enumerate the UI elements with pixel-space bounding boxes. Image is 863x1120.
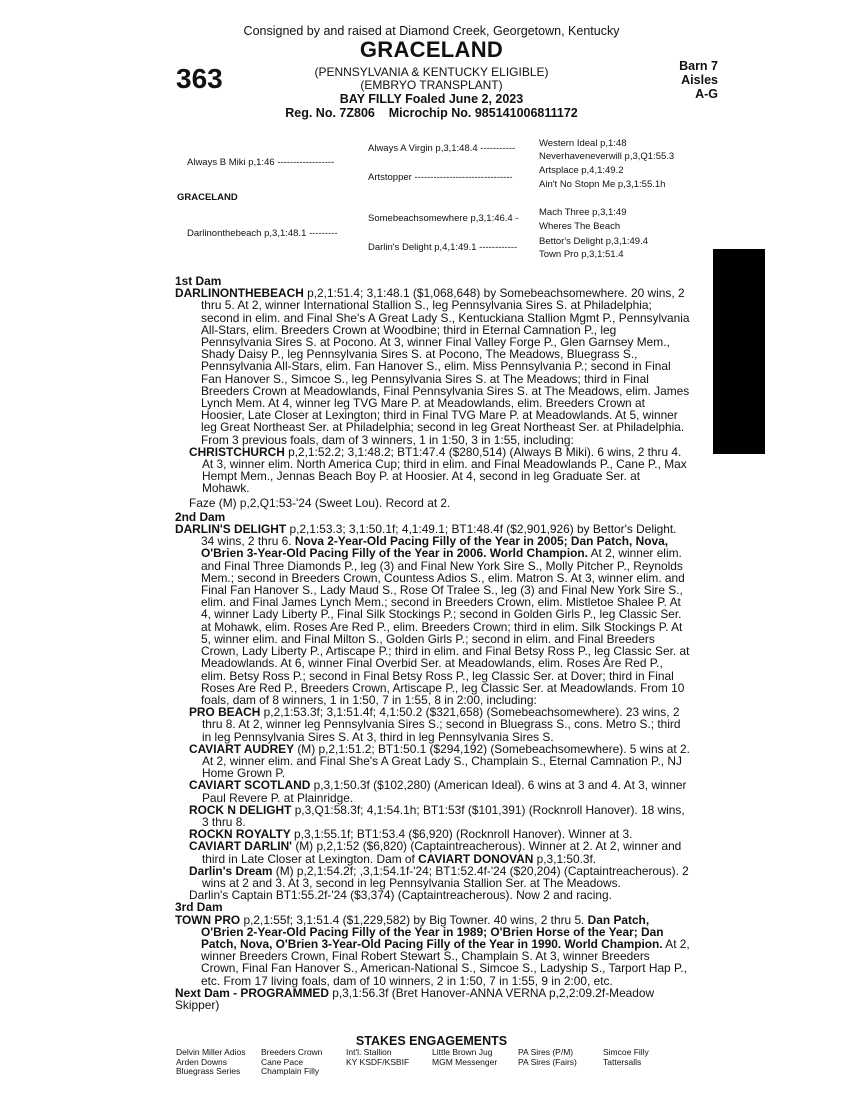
second-dam-name: DARLIN'S DELIGHT	[175, 522, 287, 537]
offspring-entry	[175, 743, 690, 780]
offspring-record: (M) p,2,1:51.2; BT1:50.1 ($294,192) (Somebeachsomewhere). 5 wins at 2. At 2, winner elim. and Final She's A Great Lady S., Champlain S., Eternal Camnation P., NJ Home Grown P.	[202, 741, 690, 781]
pedigree-g3: Town Pro p,3,1:51.4	[539, 249, 624, 260]
stakes-item: Simcoe Filly	[603, 1047, 649, 1057]
pedigree-g3: Bettor's Delight p,3,1:49.4	[539, 236, 649, 247]
first-dam-record: p,2,1:51.4; 3,1:48.1 ($1,068,648) by Somebeachsomewhere. 20 wins, 2 thru 5. At 2, winner International Stallion S., leg Pennsylvania Sires S. at Philadelphia; second in elim. and Final She's A Great Lady S., Kentuckiana Stallion Mgmt P., Pennsylvania All-Stars, elim. Breeders Crown at Woodbine; third in Eternal Camnation P., leg Pennsylvania Sires S. at Pocono. At 3, winner Final Valley Forge P., Glen Garnsey Mem., Shady Daisy P., leg Pennsylvania Sires S. at Pocono, The Meadows, Bluegrass S., Pennsylvania All-Stars, elim. Fan Hanover S., elim. Miss Pennsylvania P.; second in Final Fan Hanover S., Simcoe S., leg Pennsylvania Sires S. at The Meadows; third in Final Breeders Crown at Meadowlands, Final Pennsylvania Sires S. at The Meadows, elim. James Lynch Mem. At 4, winner leg TVG Mare P. at Meadowlands, elim. Breeders Crown at Hoosier, Late Closer at Lexington; third in Final TVG Mare P. at Meadowlands. At 5, winner leg Great Northeast Ser. at Philadelphia; second in leg Great Northeast Ser. at Philadelphia. From 3 previous foals, dam of 3 winners, 1 in 1:50, 3 in 1:55, including:	[201, 286, 690, 447]
offspring-record: p,3,Q1:58.3f; 4,1:54.1h; BT1:53f ($101,391) (Rocknroll Hanover). 18 wins, 3 thru 8.	[202, 802, 685, 829]
stakes-column	[176, 1048, 245, 1077]
stakes-item: PA Sires (P/M)	[518, 1047, 574, 1057]
pedigree-sire-sire: Always A Virgin p,3,1:48.4 -----------	[368, 143, 516, 154]
third-dam-name: TOWN PRO	[175, 912, 241, 927]
third-dam-record: p,2,1:55f; 3,1:51.4 ($1,229,582) by Big Towner. 40 wins, 2 thru 5.	[240, 912, 588, 927]
offspring-record: p,3,1:50.3f ($102,280) (American Ideal). 6 wins at 3 and 4. At 3, winner Paul Revere P. at Plainridge.	[202, 778, 687, 805]
third-dam-paragraph	[175, 914, 690, 987]
offspring-entry	[175, 779, 690, 803]
stakes-column	[603, 1048, 649, 1067]
stakes-item: Arden Downs	[176, 1056, 228, 1067]
pedigree-dam: Darlinonthebeach p,3,1:48.1 ---------	[187, 228, 338, 239]
stakes-item: Bluegrass Series	[176, 1066, 241, 1077]
offspring-name: Darlin's Dream	[189, 863, 273, 878]
stakes-item: MGM Messenger	[432, 1056, 498, 1067]
pedigree-g3: Neverhaveneverwill p,3,Q1:55.3	[539, 151, 675, 162]
registration-line: Reg. No. 7Z806 Microchip No. 985141006811172	[285, 106, 578, 120]
next-dam-record: p,3,1:56.3f (Bret Hanover-ANNA VERNA p,2,2:09.2f-Meadow Skipper)	[175, 985, 655, 1012]
hip-number: 363	[176, 63, 223, 94]
offspring-record: (M) p,2,1:54.2f; ,3,1:54.1f-'24; BT1:52.4f-'24 ($20,204) (Captaintreacherous). 2 wins at 2 and 3. At 3, second in leg Pennsylvania Stallion Ser. at The Meadows.	[202, 863, 689, 890]
offspring-record: p,2,1:53.3f; 3,1:51.4f; 4,1:50.2 ($321,658) (Somebeachsomewhere). 23 wins, 2 thru 8. At 2, winner leg Pennsylvania Sires S.; second in Bluegrass S., cons. Metro S.; third in leg Pennsylvania Sires S. At 3, third in leg Pennsylvania Sires S.	[202, 705, 681, 744]
offspring-record: p,3,1:55.1f; BT1:53.4 ($6,920) (Rocknroll Hanover). Winner at 3.	[290, 827, 633, 842]
pedigree-dam-sire: Somebeachsomewhere p,3,1:46.4 -	[368, 213, 519, 224]
pedigree-subject: GRACELAND	[177, 192, 238, 203]
offspring-name: ROCK N DELIGHT	[189, 802, 292, 817]
produce-record: p,3,1:50.3f.	[533, 851, 597, 866]
pedigree-g3: Mach Three p,3,1:49	[539, 207, 627, 218]
second-dam-record: p,2,1:53.3; 3,1:50.1f; 4,1:49.1; BT1:48.4f ($2,901,926) by Bettor's Delight. 34 wins, 2 thru 6.	[201, 522, 677, 549]
offspring-entry	[175, 446, 690, 495]
pedigree-g3: Wheres The Beach	[539, 221, 621, 232]
first-dam-paragraph	[175, 287, 690, 446]
pedigree-g3: Western Ideal p,1:48	[539, 138, 627, 149]
offspring-name: CAVIART DARLIN'	[189, 839, 293, 854]
pedigree-g3: Ain't No Stopn Me p,3,1:55.1h	[539, 179, 666, 190]
produce-name: CAVIART DONOVAN	[418, 851, 534, 866]
offspring-entry	[175, 840, 690, 864]
transplant-note: (EMBRYO TRANSPLANT)	[360, 78, 503, 92]
stakes-item: Breeders Crown	[261, 1047, 323, 1057]
offspring-entry: Darlin's Captain BT1:55.2f-'24 ($3,374) (Captaintreacherous). Now 2 and racing.	[189, 888, 612, 903]
first-dam-heading: 1st Dam	[175, 274, 222, 288]
offspring-entry: Faze (M) p,2,Q1:53-'24 (Sweet Lou). Record at 2.	[189, 495, 451, 510]
stakes-item: Cane Pace	[261, 1056, 304, 1067]
horse-name: GRACELAND	[359, 37, 504, 62]
offspring-name: CHRISTCHURCH	[189, 444, 285, 459]
stakes-column	[346, 1048, 409, 1067]
second-dam-heading: 2nd Dam	[175, 509, 226, 524]
consignor-line: Consigned by and raised at Diamond Creek, Georgetown, Kentucky	[243, 24, 620, 38]
stakes-item: Tattersalls	[603, 1056, 642, 1067]
stakes-item: KY KSDF/KSBIF	[346, 1056, 410, 1067]
offspring-name: PRO BEACH	[189, 705, 261, 720]
stakes-column	[261, 1048, 322, 1077]
offspring-record: (M) p,2,1:52 ($6,820) (Captaintreacherous). Winner at 2. At 2, winner and third in Late Closer at Lexington. Dam of	[202, 839, 682, 866]
redaction-block	[713, 249, 765, 454]
stakes-item: Champlain Filly	[261, 1066, 320, 1077]
offspring-entry	[175, 865, 690, 889]
pedigree-g3: Artsplace p,4,1:49.2	[539, 165, 624, 176]
offspring-name: ROCKN ROYALTY	[189, 827, 291, 842]
first-dam-name: DARLINONTHEBEACH	[175, 286, 304, 301]
stakes-item: Delvin Miller Adios	[176, 1047, 246, 1057]
offspring-name: CAVIART SCOTLAND	[189, 778, 311, 793]
stakes-item: Little Brown Jug	[432, 1047, 493, 1057]
catalog-page-body	[175, 275, 690, 1011]
offspring-name: CAVIART AUDREY	[189, 741, 295, 756]
foal-description: BAY FILLY Foaled June 2, 2023	[339, 92, 524, 106]
second-dam-record-cont: At 2, winner elim. and Final Three Diamonds P., leg (3) and Final New York Sire S., Molly Pitcher P., Reynolds Mem.; second in Breeders Crown, Countess Adios S., elim. Matron S. At 3, winner elim. and Final Fan Hanover S., Lady Maud S., Rose Of Tralee S., leg (3) and Final New York Sire S., elim. and Final James Lynch Mem.; second in Breeders Crown, elim. Mistletoe Shalee P. At 4, winner Lady Liberty P., Final Silk Stockings P.; second in Golden Girls P., leg Classic Ser. at Mohawk, elim. Roses Are Red P., elim. Breeders Crown; third in elim. Silk Stockings P. At 5, winner elim. and Final Milton S., Golden Girls P.; second in elim. and Final Breeders Crown, Lady Liberty P., Artiscape P.; third in elim. and Final Betsy Ross P., leg Classic Ser. at Meadowlands. At 6, winner Final Overbid Ser. at Meadowlands, elim. Roses Are Red P., elim. Betsy Ross P.; second in Final Betsy Ross P., leg Classic Ser. at Dover; third in Final Roses Are Red P., Breeders Crown, Artiscape P., leg Classic Ser. at Meadowlands. From 10 foals, dam of 8 winners, 1 in 1:50, 7 in 1:55, 8 in 2:00, including:	[201, 546, 690, 707]
third-dam-honors: Dan Patch, O'Brien 2-Year-Old Pacing Filly of the Year in 1989; O'Brien Horse of the Year; Dan Patch, Nova, O'Brien 3-Year-Old Pacing Filly of the Year in 1990. World Champion.	[201, 912, 664, 951]
second-dam-paragraph	[175, 523, 690, 706]
pedigree-sire-dam: Artstopper -------------------------------	[368, 172, 513, 183]
barn-line: A-G	[695, 87, 718, 101]
third-dam-record-cont: At 2, winner Breeders Crown, Final Robert Stewart S., Champlain S. At 3, winner Breeders Crown, Final Fan Hanover S., American-National S., Simcoe S., Ladyship S., Tarport Hap P., etc. From 17 living foals, dam of 10 winners, 2 in 1:50, 7 in 1:55, 9 in 2:00, etc.	[201, 936, 690, 988]
stakes-column	[432, 1048, 497, 1067]
stakes-item: Int'l. Stallion	[346, 1047, 392, 1057]
pedigree-dam-dam: Darlin's Delight p,4,1:49.1 ------------	[368, 242, 518, 253]
second-dam-honors: Nova 2-Year-Old Pacing Filly of the Year in 2005; Dan Patch, Nova, O'Brien 3-Year-Old Pacing Filly of the Year in 2006. World Champion.	[201, 534, 669, 561]
next-dam-label: Next Dam - PROGRAMMED	[175, 985, 329, 1000]
offspring-record: p,2,1:52.2; 3,1:48.2; BT1:47.4 ($280,514) (Always B Miki). 6 wins, 2 thru 4. At 3, winner elim. North America Cup; third in elim. and Final Meadowlands P., Cane P., Max Hempt Mem., Jennas Beach Boy P. at Hoosier. At 4, second in leg Graduate Ser. at Mohawk.	[202, 444, 687, 496]
offspring-entry	[175, 804, 690, 828]
stakes-item: PA Sires (Fairs)	[518, 1056, 577, 1067]
barn-line: Aisles	[681, 73, 718, 87]
barn-line: Barn 7	[679, 59, 718, 73]
eligibility: (PENNSYLVANIA & KENTUCKY ELIGIBLE)	[314, 65, 549, 79]
next-dam-line	[175, 987, 690, 1011]
third-dam-heading: 3rd Dam	[175, 900, 223, 915]
stakes-column	[518, 1048, 577, 1067]
pedigree-sire: Always B Miki p,1:46 ------------------	[187, 157, 335, 168]
stakes-title: STAKES ENGAGEMENTS	[355, 1034, 508, 1048]
offspring-entry	[175, 706, 690, 743]
